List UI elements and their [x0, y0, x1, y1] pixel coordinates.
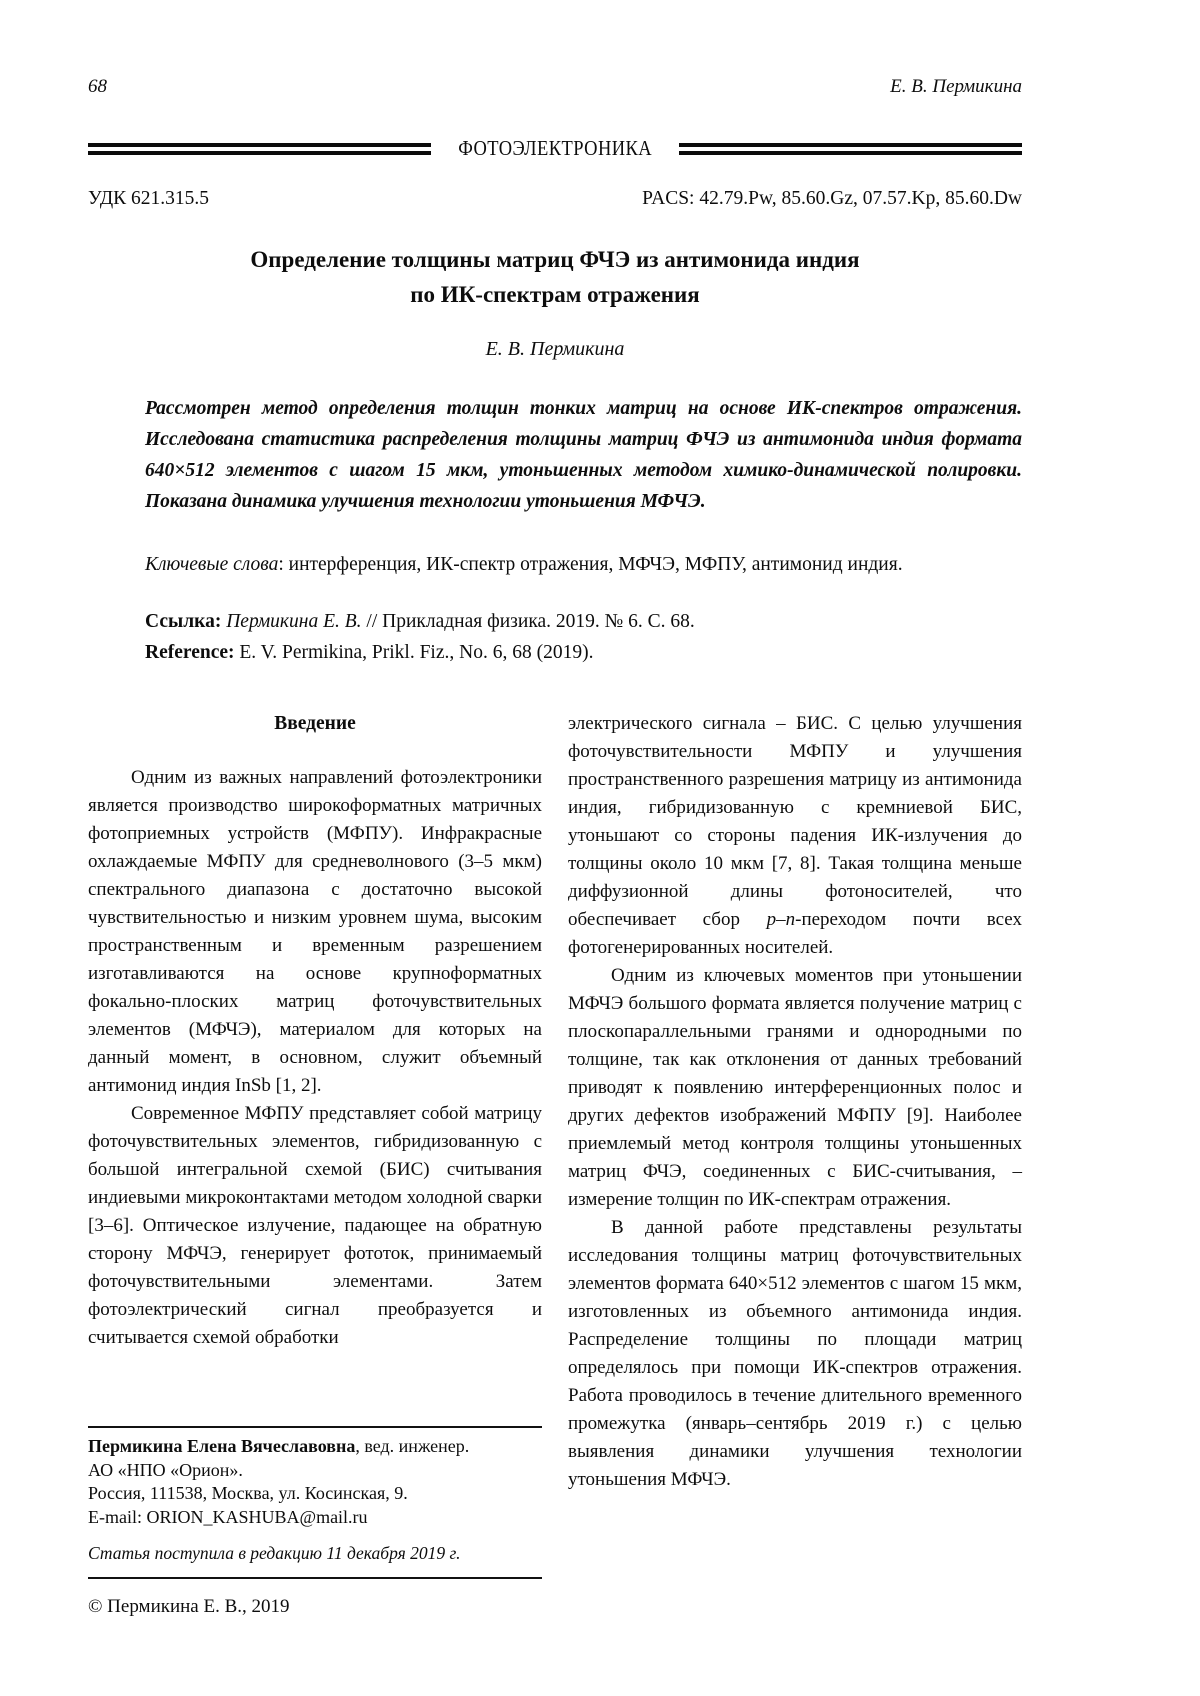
footnote-rule-bottom [88, 1577, 542, 1579]
keywords-line [145, 549, 1022, 580]
footnote-author-line [88, 1435, 542, 1459]
running-author: Е. В. Пермикина [890, 76, 1022, 97]
two-column-body [88, 710, 1022, 1618]
citation-ru-text: // Прикладная физика. 2019. № 6. С. 68. [361, 611, 695, 632]
citation-ru-label: Ссылка: [145, 611, 222, 632]
citation-block [145, 606, 1022, 668]
footnote-address: Россия, 111538, Москва, ул. Косинская, 9. [88, 1483, 408, 1503]
pacs-codes: PACS: 42.79.Pw, 85.60.Gz, 07.57.Kp, 85.60.Dw [642, 188, 1022, 209]
author-footnote [88, 1426, 542, 1618]
paragraph-intro-2: Современное МФПУ представляет собой матрицу фоточувствительных элементов, гибридизованную с большой интегральной схемой (БИС) считывания индиевыми микроконтактами методом холодной сварки [3–6]. Оптическое излучение, падающее на обратную сторону МФЧЭ, генерирует фототок, принимаемый фоточувствительными элементами. Затем фотоэлектрический сигнал преобразуется и считывается схемой обработки [88, 1103, 542, 1348]
paragraph-intro-3: Одним из ключевых моментов при утоньшении МФЧЭ большого формата является получение матриц с плоскопараллельными гранями и однородными по толщине, так как отклонения от данных требований приводят к появлению интерференционных полос и других дефектов изображений МФПУ [9]. Наиболее приемлемый метод контроля толщины утоньшенных матриц ФЧЭ, соединенных с БИС-считывания, – измерение толщин по ИК-спектрам отражения. [568, 965, 1022, 1210]
abstract-text: Рассмотрен метод определения толщин тонких матриц на основе ИК-спектров отражения. Исследована статистика распределения толщины матриц ФЧЭ из антимонида индия формата 640×512 элементов с шагом 15 мкм, утоньшенных методом химико-динамической полировки. Показана динамика улучшения технологии утоньшения МФЧЭ. [145, 398, 1022, 512]
section-banner [88, 136, 1022, 161]
article-title [88, 242, 1022, 312]
right-column [568, 710, 1022, 1618]
paragraph-intro-2-continued [568, 710, 1022, 962]
footnote-affiliation: АО «НПО «Орион». [88, 1459, 243, 1480]
page-header [88, 0, 1022, 98]
pn-junction-term: p–n [766, 909, 796, 930]
footnote-received-date: Статья поступила в редакцию 11 декабря 2019 г. [88, 1543, 461, 1563]
paragraph-intro-4: В данной работе представлены результаты исследования толщины матриц фоточувствительных элементов формата 640×512 элементов с шагом 15 мкм, изготовленных из объемного антимонида индия. Распределение толщины по площади матриц определялось при помощи ИК-спектров отражения. Работа проводилось в течение длительного временного промежутка (январь–сентябрь 2019 г.) с целью выявления динамики улучшения технологии утоньшения МФЧЭ. [568, 1217, 1022, 1490]
article-author: Е. В. Пермикина [485, 338, 625, 360]
citation-en-text: E. V. Permikina, Prikl. Fiz., No. 6, 68 (2019). [234, 642, 594, 663]
intro-heading: Введение [274, 713, 356, 734]
section-banner-title: ФОТОЭЛЕКТРОНИКА [458, 136, 652, 160]
banner-rule-left [88, 143, 431, 155]
paragraph-intro-1: Одним из важных направлений фотоэлектроники является производство широкоформатных матричных фотоприемных устройств (МФПУ). Инфракрасные охлаждаемые МФПУ для средневолнового (3–5 мкм) спектрального диапазона с достаточно высокой чувствительностью и низким уровнем шума, высоким пространственным и временным разрешением изготавливаются на основе крупноформатных фокально-плоских матриц фоточувствительных элементов (МФЧЭ), материалом для которых на данный момент, в основном, служит объемный антимонид индия InSb [1, 2]. [88, 767, 542, 1096]
paragraph-text-pre: электрического сигнала – БИС. С целью улучшения фоточувствительности МФПУ и улучшения пространственного разрешения матрицу из антимонида индия, гибридизованную с кремниевой БИС, утоньшают со стороны падения ИК-излучения до толщины около 10 мкм [7, 8]. Такая толщина меньше диффузионной длины фотоносителей, что обеспечивает сбор [568, 713, 1022, 930]
banner-rule-right [679, 143, 1022, 155]
paragraph-text-post: -переходом почти всех фотогенерированных носителей. [568, 909, 1022, 958]
keywords-text: : интерференция, ИК-спектр отражения, МФЧЭ, МФПУ, антимонид индия. [278, 554, 903, 575]
citation-en-label: Reference: [145, 642, 235, 663]
classification-row [88, 188, 1022, 210]
footnote-copyright: © Пермикина Е. В., 2019 [88, 1595, 290, 1617]
keywords-label: Ключевые слова [145, 554, 279, 575]
citation-en [145, 637, 1022, 668]
footnote-author-name: Пермикина Елена Вячеславовна [88, 1436, 356, 1456]
page-number: 68 [88, 76, 107, 97]
udc-code: УДК 621.315.5 [88, 188, 210, 209]
left-column [88, 710, 542, 1618]
footnote-email: E-mail: ORION_KASHUBA@mail.ru [88, 1506, 368, 1527]
footnote-rule-top [88, 1426, 542, 1428]
citation-ru-author: Пермикина Е. В. [226, 611, 362, 632]
article-title-line1: Определение толщины матриц ФЧЭ из антимонида индия [250, 247, 860, 272]
citation-ru [145, 606, 1022, 637]
footnote-author-position: , вед. инженер. [355, 1436, 470, 1456]
article-title-line2: по ИК-спектрам отражения [410, 282, 700, 307]
